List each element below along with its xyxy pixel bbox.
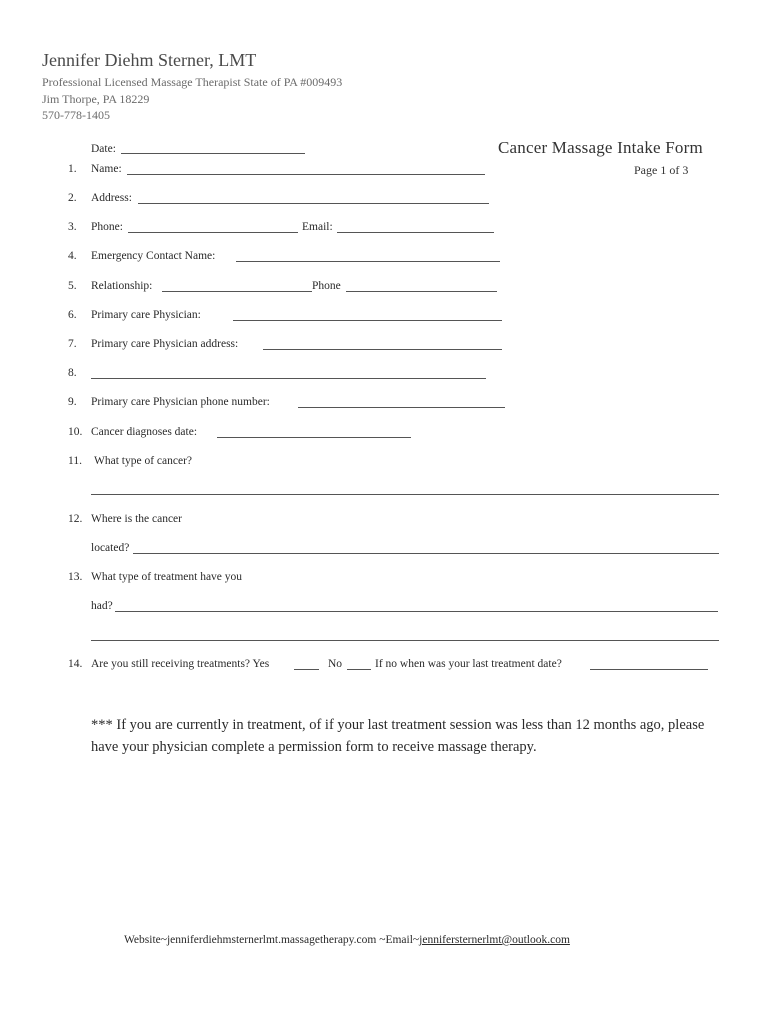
emergency-phone-label: Phone [312,280,341,292]
diagnosis-date-field[interactable] [217,437,411,438]
location-line: Jim Thorpe, PA 18229 [42,92,150,106]
relationship-field[interactable] [162,291,312,292]
address-field[interactable] [138,203,489,204]
item-number: 2. [68,192,77,204]
footer-website: Website~jenniferdiehmsternerlmt.massagetherapy.com ~Email~ [124,934,420,946]
item-number: 14. [68,658,83,670]
item-number: 3. [68,221,77,233]
treatment-label: What type of treatment have you [91,571,243,583]
item-number: 12. [68,513,83,525]
treatment-label-cont: had? [91,600,113,612]
no-field[interactable] [347,669,371,670]
phone-line: 570-778-1405 [42,108,110,122]
still-receiving-label: Are you still receiving treatments? Yes [91,658,270,670]
address-continued-field[interactable] [91,378,486,379]
name-field[interactable] [127,174,485,175]
physician-label: Primary care Physician: [91,309,201,321]
item-number: 13. [68,571,83,583]
phone-field[interactable] [128,232,298,233]
physician-permission-note: *** If you are currently in treatment, of if your last treatment session was less than 12 months ago, please have your physician complete a permission form to receive massage therapy. [91,717,705,755]
email-label: Email: [302,221,333,233]
name-label: Name: [91,163,122,175]
physician-phone-label: Primary care Physician phone number: [91,396,270,408]
item-number: 4. [68,250,77,262]
emergency-contact-field[interactable] [236,261,500,262]
email-field[interactable] [337,232,494,233]
item-number: 1. [68,163,77,175]
physician-address-field[interactable] [263,349,502,350]
item-number: 8. [68,367,77,379]
footer [124,934,570,946]
item-number: 5. [68,280,77,292]
physician-phone-field[interactable] [298,407,505,408]
phone-label: Phone: [91,221,123,233]
relationship-label: Relationship: [91,280,153,292]
cancer-location-field[interactable] [133,553,719,554]
cancer-type-field[interactable] [91,494,719,495]
cancer-type-label: What type of cancer? [94,455,193,467]
diagnosis-date-label: Cancer diagnoses date: [91,426,198,438]
date-label: Date: [91,143,116,155]
yes-field[interactable] [294,669,319,670]
item-number: 6. [68,309,77,321]
date-field[interactable] [121,153,305,154]
last-treatment-field[interactable] [590,669,708,670]
item-number: 10. [68,426,83,438]
cancer-location-label-cont: located? [91,542,130,554]
physician-address-label: Primary care Physician address: [91,338,239,350]
item-number: 9. [68,396,77,408]
item-number: 11. [68,455,82,467]
page-indicator: Page 1 of 3 [634,163,689,177]
treatment-field-extra[interactable] [91,640,719,641]
emergency-contact-label: Emergency Contact Name: [91,250,216,262]
address-label: Address: [91,192,132,204]
emergency-phone-field[interactable] [346,291,497,292]
last-treatment-label: If no when was your last treatment date? [375,658,562,670]
cancer-location-label: Where is the cancer [91,513,182,525]
license-line: Professional Licensed Massage Therapist State of PA #009493 [42,75,343,89]
footer-email-link[interactable]: jennifersternerlmt@outlook.com [419,934,570,946]
therapist-name: Jennifer Diehm Sterner, LMT [42,50,257,70]
form-title: Cancer Massage Intake Form [498,138,703,157]
no-label: No [328,658,343,670]
physician-field[interactable] [233,320,502,321]
treatment-field[interactable] [115,611,718,612]
item-number: 7. [68,338,77,350]
